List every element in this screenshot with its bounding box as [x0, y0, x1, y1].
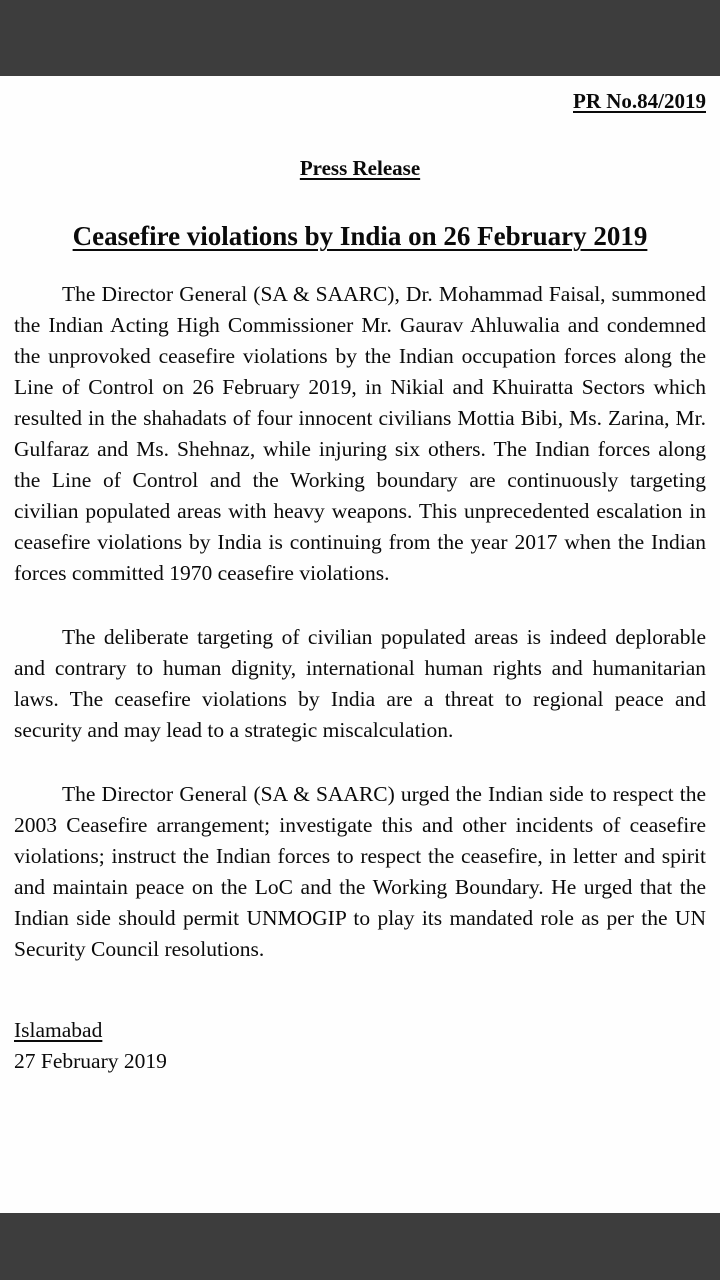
pr-number: PR No.84/2019	[573, 89, 706, 113]
paragraph-summoning: The Director General (SA & SAARC), Dr. Mohammad Faisal, summoned the Indian Acting High Commissioner Mr. Gaurav Ahluwalia and condemned the unprovoked ceasefire violations by the Indian occupation forces along the Line of Control on 26 February 2019, in Nikial and Khuiratta Sectors which resulted in the shahadats of four innocent civilians Mottia Bibi, Ms. Zarina, Mr. Gulfaraz and Ms. Shehnaz, while injuring six others. The Indian forces along the Line of Control and the Working boundary are continuously targeting civilian populated areas with heavy weapons. This unprecedented escalation in ceasefire violations by India is continuing from the year 2017 when the Indian forces committed 1970 ceasefire violations.	[14, 282, 706, 585]
document-title: Ceasefire violations by India on 26 February 2019	[72, 221, 648, 251]
press-release-heading: Press Release	[299, 156, 421, 180]
dateline-date: 27 February 2019	[14, 1049, 167, 1073]
bottom-letterbox-bar	[0, 1213, 720, 1280]
dateline	[14, 1015, 706, 1077]
paragraph-demands: The Director General (SA & SAARC) urged the Indian side to respect the 2003 Ceasefire arrangement; investigate this and other incidents of ceasefire violations; instruct the Indian forces to respect the ceasefire, in letter and spirit and maintain peace on the LoC and the Working Boundary. He urged that the Indian side should permit UNMOGIP to play its mandated role as per the UN Security Council resolutions.	[14, 782, 706, 961]
paragraph-condemnation: The deliberate targeting of civilian populated areas is indeed deplorable and contrary to human dignity, international human rights and humanitarian laws. The ceasefire violations by India are a threat to regional peace and security and may lead to a strategic miscalculation.	[14, 625, 706, 742]
press-release-document	[0, 76, 720, 1213]
dateline-place: Islamabad	[14, 1018, 103, 1042]
top-letterbox-bar	[0, 0, 720, 76]
